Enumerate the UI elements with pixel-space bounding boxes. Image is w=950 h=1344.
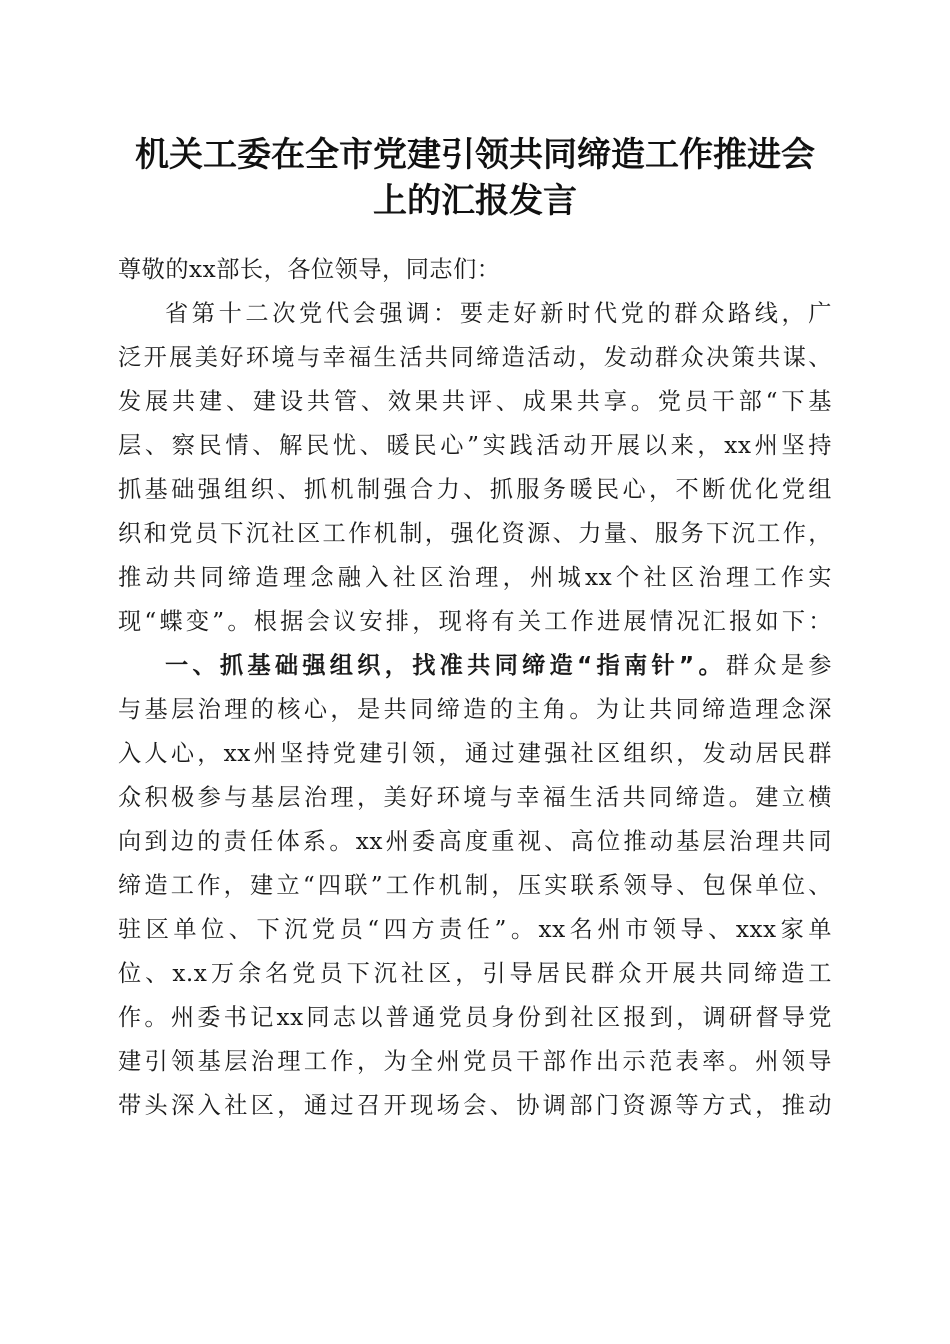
intro-line: 发展共建、建设共管、效果共评、成果共享。党员干部“下基: [118, 388, 832, 415]
intro-line: 现“蝶变”。根据会议安排，现将有关工作进展情况汇报如下：: [118, 608, 832, 635]
title-line-1: 机关工委在全市党建引领共同缔造工作推进会: [135, 135, 815, 175]
section-1-line: 缔造工作，建立“四联”工作机制，压实联系领导、包保单位、: [118, 872, 832, 899]
section-1-line: 向到边的责任体系。xx州委高度重视、高位推动基层治理共同: [118, 828, 832, 855]
section-1-line: 驻区单位、下沉党员“四方责任”。xx名州市领导、xxx家单: [118, 916, 832, 943]
salutation: 尊敬的xx部长，各位领导，同志们：: [118, 256, 501, 283]
intro-line: 织和党员下沉社区工作机制，强化资源、力量、服务下沉工作，: [118, 520, 832, 547]
intro-line: 层、察民情、解民忧、暖民心”实践活动开展以来，xx州坚持: [118, 432, 832, 459]
section-1-line: 位、x.x万余名党员下沉社区，引导居民群众开展共同缔造工: [118, 960, 832, 987]
intro-line: 抓基础强组织、抓机制强合力、抓服务暖民心，不断优化党组: [118, 476, 832, 503]
section-1-line: 与基层治理的核心，是共同缔造的主角。为让共同缔造理念深: [118, 696, 832, 723]
section-1-heading: 一、抓基础强组织，找准共同缔造“指南针”。: [165, 652, 726, 679]
section-1-line: 带头深入社区，通过召开现场会、协调部门资源等方式，推动: [118, 1092, 832, 1119]
document-title: [110, 132, 840, 224]
intro-line: 推动共同缔造理念融入社区治理，州城xx个社区治理工作实: [118, 564, 832, 591]
section-1-first-rest: 群众是参: [725, 652, 832, 679]
intro-line: 省第十二次党代会强调：要走好新时代党的群众路线，广: [165, 300, 832, 327]
section-1-first-line: [118, 644, 832, 688]
title-line-2: 上的汇报发言: [373, 181, 577, 221]
document-body: [118, 248, 832, 1128]
section-1-line: 众积极参与基层治理，美好环境与幸福生活共同缔造。建立横: [118, 784, 832, 811]
section-1-line: 入人心，xx州坚持党建引领，通过建强社区组织，发动居民群: [118, 740, 832, 767]
section-1-line: 建引领基层治理工作，为全州党员干部作出示范表率。州领导: [118, 1048, 832, 1075]
section-1-line: 作。州委书记xx同志以普通党员身份到社区报到，调研督导党: [118, 1004, 832, 1031]
intro-line: 泛开展美好环境与幸福生活共同缔造活动，发动群众决策共谋、: [118, 344, 832, 371]
